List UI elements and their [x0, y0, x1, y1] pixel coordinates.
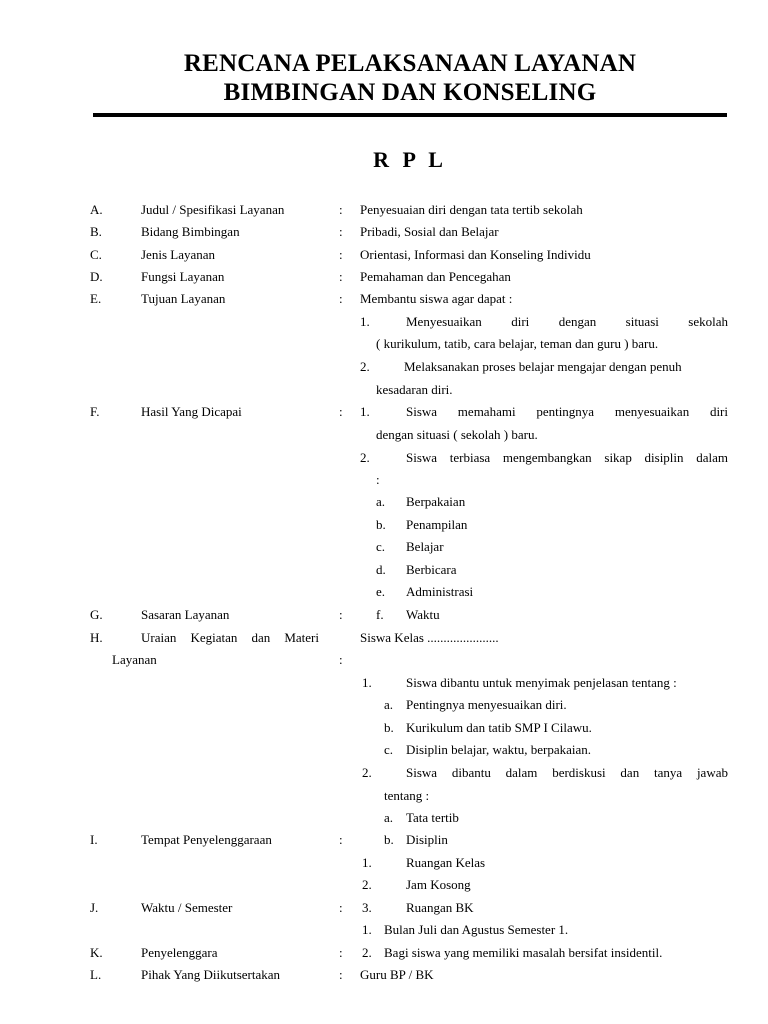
section-c-letter: C.	[90, 247, 102, 262]
section-f-letter: F.	[90, 404, 100, 419]
section-a-colon: :	[339, 202, 343, 217]
section-j-label: Waktu / Semester	[141, 900, 233, 915]
title-underline	[93, 113, 727, 117]
section-f-sub-d-letter: d.	[376, 562, 386, 577]
section-d-letter: D.	[90, 269, 103, 284]
section-b-value: Pribadi, Sosial dan Belajar	[360, 224, 499, 239]
section-h-item2-line2: tentang :	[384, 788, 430, 803]
section-f-sub-f-text: Waktu	[406, 607, 440, 622]
section-i-item3-text: Ruangan BK	[406, 900, 474, 915]
section-k-letter: K.	[90, 945, 103, 960]
section-i-item1-text: Ruangan Kelas	[406, 855, 486, 870]
section-f-sub-a-letter: a.	[376, 494, 386, 509]
document-subtitle: R P L	[373, 147, 447, 172]
section-f-item2-line1: Siswa terbiasa mengembangkan sikap disiplin dalam	[406, 450, 728, 465]
section-a-value: Penyesuaian diri dengan tata tertib sekolah	[360, 202, 583, 217]
section-h-colon: :	[339, 652, 343, 667]
section-h-sub1-a-letter: a.	[384, 697, 394, 712]
document-title-line1: RENCANA PELAKSANAAN LAYANAN	[183, 50, 637, 77]
section-d-value: Pemahaman dan Pencegahan	[360, 269, 511, 284]
section-f-item1-line1: Siswa memahami pentingnya menyesuaikan diri	[406, 404, 728, 419]
section-i-letter: I.	[90, 832, 98, 847]
section-f-label: Hasil Yang Dicapai	[141, 404, 242, 419]
section-i-item1-num: 1.	[362, 855, 372, 870]
document-title-line2: BIMBINGAN DAN KONSELING	[223, 79, 597, 106]
section-c-colon: :	[339, 247, 343, 262]
section-f-sub-b-text: Penampilan	[406, 517, 468, 532]
section-f-sub-b-letter: b.	[376, 517, 386, 532]
section-a-label: Judul / Spesifikasi Layanan	[141, 202, 285, 217]
section-f-sub-c-letter: c.	[376, 539, 386, 554]
section-e-item2-num: 2.	[360, 359, 370, 374]
section-b-letter: B.	[90, 224, 102, 239]
section-h-sub1-a-text: Pentingnya menyesuaikan diri.	[406, 697, 567, 712]
section-i-item3-num: 3.	[362, 900, 372, 915]
section-c-label: Jenis Layanan	[141, 247, 216, 262]
section-a-letter: A.	[90, 202, 103, 217]
section-j-letter: J.	[90, 900, 99, 915]
section-f-sub-d-text: Berbicara	[406, 562, 457, 577]
section-i-item2-text: Jam Kosong	[406, 877, 471, 892]
section-j-item2-num: 2.	[362, 945, 372, 960]
section-f-sub-c-text: Belajar	[406, 539, 444, 554]
section-g-colon: :	[339, 607, 343, 622]
section-d-colon: :	[339, 269, 343, 284]
section-g-label: Sasaran Layanan	[141, 607, 230, 622]
section-k-colon: :	[339, 945, 343, 960]
section-j-item1-text: Bulan Juli dan Agustus Semester 1.	[384, 922, 569, 937]
section-h-label-line1: Uraian Kegiatan dan Materi	[141, 630, 319, 645]
section-h-sub1-c-text: Disiplin belajar, waktu, berpakaian.	[406, 742, 592, 757]
section-l-letter: L.	[90, 967, 102, 982]
section-h-sub2-b-text: Disiplin	[406, 832, 448, 847]
section-g-letter: G.	[90, 607, 103, 622]
section-e-item1-line2: ( kurikulum, tatib, cara belajar, teman dan guru ) baru.	[376, 336, 659, 351]
section-j-item1-num: 1.	[362, 922, 372, 937]
section-i-item2-num: 2.	[362, 877, 372, 892]
section-f-colon: :	[339, 404, 343, 419]
section-f-sub-e-letter: e.	[376, 584, 386, 599]
section-f-item2-num: 2.	[360, 450, 370, 465]
section-d-label: Fungsi Layanan	[141, 269, 225, 284]
section-f-sub-e-text: Administrasi	[406, 584, 474, 599]
section-e-colon: :	[339, 291, 343, 306]
section-b-colon: :	[339, 224, 343, 239]
section-f-item1-num: 1.	[360, 404, 370, 419]
section-h-item1-line1: Siswa dibantu untuk menyimak penjelasan tentang :	[406, 675, 677, 690]
section-h-sub2-a-text: Tata tertib	[406, 810, 459, 825]
section-h-sub1-b-letter: b.	[384, 720, 394, 735]
section-h-sub1-b-text: Kurikulum dan tatib SMP I Cilawu.	[406, 720, 592, 735]
section-e-value: Membantu siswa agar dapat :	[360, 291, 513, 306]
section-k-label: Penyelenggara	[141, 945, 218, 960]
section-i-label: Tempat Penyelenggaraan	[141, 832, 272, 847]
section-l-label: Pihak Yang Diikutsertakan	[141, 967, 281, 982]
section-h-letter: H.	[90, 630, 103, 645]
section-e-item1-num: 1.	[360, 314, 370, 329]
section-e-item2-line2: kesadaran diri.	[376, 382, 453, 397]
section-b-label: Bidang Bimbingan	[141, 224, 240, 239]
section-c-value: Orientasi, Informasi dan Konseling Individu	[360, 247, 591, 262]
section-j-colon: :	[339, 900, 343, 915]
section-e-item2-line1: Melaksanakan proses belajar mengajar dengan penuh	[404, 359, 682, 374]
section-f-item1-line2: dengan situasi ( sekolah ) baru.	[376, 427, 538, 442]
section-h-item2-num: 2.	[362, 765, 372, 780]
section-e-label: Tujuan Layanan	[141, 291, 226, 306]
section-h-label-line2: Layanan	[112, 652, 157, 667]
section-h-item2-line1: Siswa dibantu dalam berdiskusi dan tanya jawab	[406, 765, 728, 780]
section-e-letter: E.	[90, 291, 102, 306]
section-i-colon: :	[339, 832, 343, 847]
section-j-item2-text: Bagi siswa yang memiliki masalah bersifat insidentil.	[384, 945, 663, 960]
section-h-sub1-c-letter: c.	[384, 742, 394, 757]
section-f-sub-a-text: Berpakaian	[406, 494, 466, 509]
section-h-value: Siswa Kelas ......................	[360, 630, 499, 645]
section-h-sub2-b-letter: b.	[384, 832, 394, 847]
section-l-colon: :	[339, 967, 343, 982]
section-l-value: Guru BP / BK	[360, 967, 434, 982]
section-e-item1-line1: Menyesuaikan diri dengan situasi sekolah	[406, 314, 728, 329]
section-h-sub2-a-letter: a.	[384, 810, 394, 825]
section-f-item2-line2: :	[376, 472, 380, 487]
section-h-item1-num: 1.	[362, 675, 372, 690]
section-f-sub-f-letter: f.	[376, 607, 384, 622]
